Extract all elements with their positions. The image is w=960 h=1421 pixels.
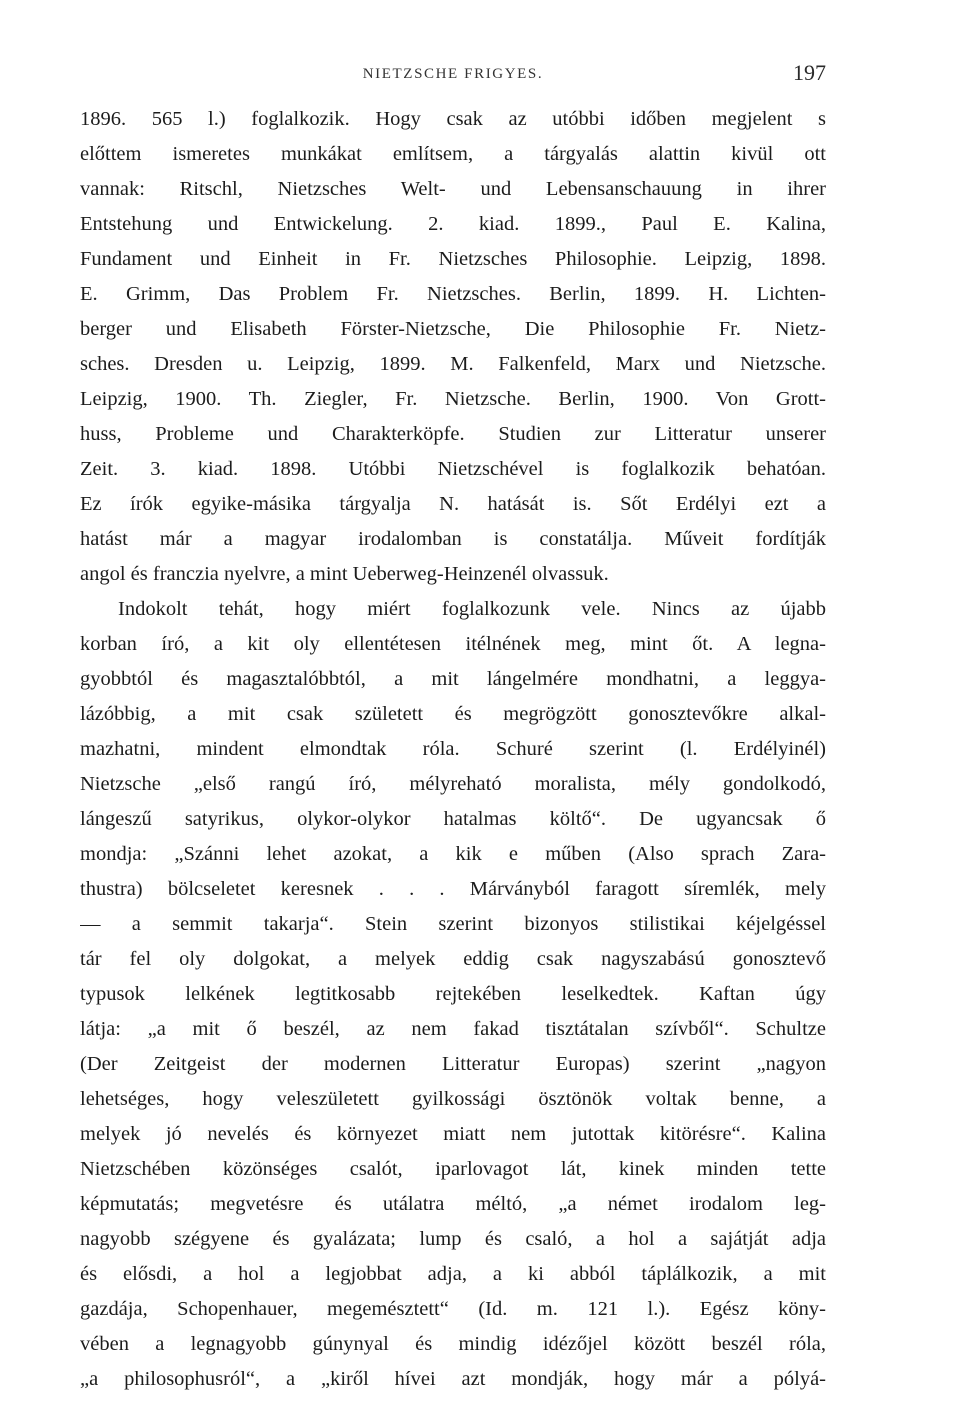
text-line: hatást már a magyar irodalomban is constatálja. Műveit fordítják [80, 528, 826, 550]
text-line: melyek jó nevelés és környezet miatt nem jutottak kitörésre“. Kalina [80, 1123, 826, 1145]
book-page [80, 60, 826, 1397]
body-text [80, 102, 826, 1397]
text-line: vannak: Ritschl, Nietzsches Welt- und Lebensanschauung in ihrer [80, 178, 826, 200]
text-line: huss, Probleme und Charakterköpfe. Studien zur Litteratur unserer [80, 423, 826, 445]
text-line: lázóbbig, a mit csak született és megrögzött gonosztevőkre alkal- [80, 703, 826, 725]
text-line: „a philosophusról“, a „kiről hívei azt mondják, hogy már a pólyá- [80, 1368, 826, 1390]
text-line: mazhatni, mindent elmondtak róla. Schuré szerint (l. Erdélyinél) [80, 738, 826, 760]
text-line: nagyobb szégyene és gyalázata; lump és csaló, a hol a sajátját adja [80, 1228, 826, 1250]
text-line: typusok lelkének legtitkosabb rejtekében leselkedtek. Kaftan úgy [80, 983, 826, 1005]
text-line: Nietzsche „első rangú író, mélyreható moralista, mély gondolkodó, [80, 773, 826, 795]
text-line: berger und Elisabeth Förster-Nietzsche, Die Philosophie Fr. Nietz- [80, 318, 826, 340]
text-line: sches. Dresden u. Leipzig, 1899. M. Falkenfeld, Marx und Nietzsche. [80, 353, 826, 375]
text-line: thustra) bölcseletet keresnek . . . Márványból faragott síremlék, mely [80, 878, 826, 900]
text-line: látja: „a mit ő beszél, az nem fakad tisztátalan szívből“. Schultze [80, 1018, 826, 1040]
text-line: 1896. 565 l.) foglalkozik. Hogy csak az utóbbi időben megjelent s [80, 108, 826, 130]
text-line: Ez írók egyike-másika tárgyalja N. hatását is. Sőt Erdélyi ezt a [80, 493, 826, 515]
text-line: — a semmit takarja“. Stein szerint bizonyos stilistikai kéjelgéssel [80, 913, 826, 935]
text-line: Fundament und Einheit in Fr. Nietzsches Philosophie. Leipzig, 1898. [80, 248, 826, 270]
text-line: gazdája, Schopenhauer, megemésztett“ (Id. m. 121 l.). Egész köny- [80, 1298, 826, 1320]
text-line: (Der Zeitgeist der modernen Litteratur Europas) szerint „nagyon [80, 1053, 826, 1075]
paragraph-first-line: Indokolt tehát, hogy miért foglalkozunk vele. Nincs az újabb [118, 598, 826, 620]
page-number: 197 [793, 60, 826, 85]
text-line: Leipzig, 1900. Th. Ziegler, Fr. Nietzsche. Berlin, 1900. Von Grott- [80, 388, 826, 410]
text-line: és elősdi, a hol a legjobbat adja, a ki abból táplálkozik, a mit [80, 1263, 826, 1285]
page-header [80, 60, 826, 94]
text-line: előttem ismeretes munkákat említsem, a tárgyalás alattin kivül ott [80, 143, 826, 165]
text-line: vében a legnagyobb gúnynyal és mindig idézőjel között beszél róla, [80, 1333, 826, 1355]
text-line: korban író, a kit oly ellentétesen itélnének meg, mint őt. A legna- [80, 633, 826, 655]
text-line: lángeszű satyrikus, olykor-olykor hatalmas költő“. De ugyancsak ő [80, 808, 826, 830]
text-line: lehetséges, hogy veleszületett gyilkossági ösztönök voltak benne, a [80, 1088, 826, 1110]
text-line: Entstehung und Entwickelung. 2. kiad. 1899., Paul E. Kalina, [80, 213, 826, 235]
text-line: angol és franczia nyelvre, a mint Ueberweg-Heinzenél olvassuk. [80, 563, 609, 585]
text-line: Zeit. 3. kiad. 1898. Utóbbi Nietzschével is foglalkozik behatóan. [80, 458, 826, 480]
text-line: gyobbtól és magasztalóbbtól, a mit lángelmére mondhatni, a leggya- [80, 668, 826, 690]
text-line: mondja: „Szánni lehet azokat, a kik e műben (Also sprach Zara- [80, 843, 826, 865]
text-line: Nietzschében közönséges csalót, iparlovagot lát, kinek minden tette [80, 1158, 826, 1180]
running-title: NIETZSCHE FRIGYES. [362, 66, 544, 82]
text-line: tár fel oly dolgokat, a melyek eddig csak nagyszabású gonosztevő [80, 948, 826, 970]
text-line: E. Grimm, Das Problem Fr. Nietzsches. Berlin, 1899. H. Lichten- [80, 283, 826, 305]
text-line: képmutatás; megvetésre és utálatra méltó, „a német irodalom leg- [80, 1193, 826, 1215]
